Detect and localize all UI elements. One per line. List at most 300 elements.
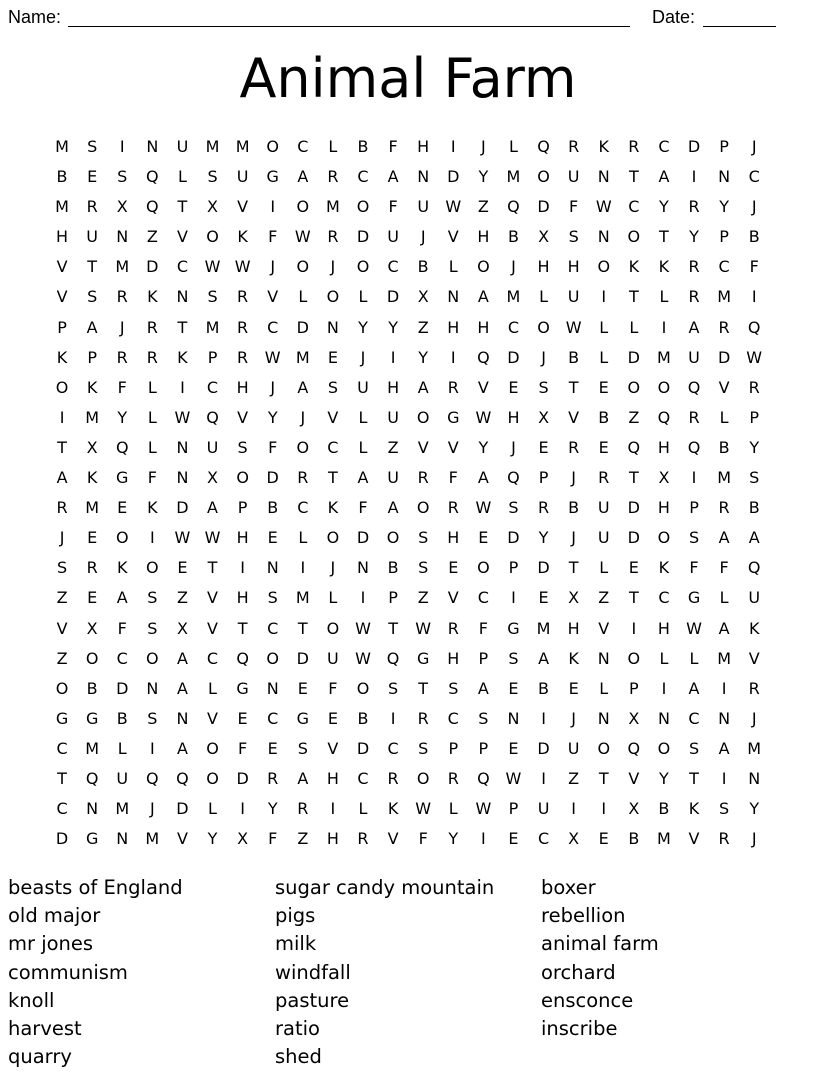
grid-letter: Y — [478, 167, 489, 187]
grid-letter: W — [686, 618, 702, 638]
grid-letter: M — [85, 738, 100, 758]
grid-letter: L — [147, 437, 157, 457]
grid-letter: S — [237, 437, 248, 457]
grid-letter: V — [568, 407, 580, 427]
grid-letter: Q — [507, 197, 520, 217]
grid-letter: S — [688, 528, 700, 548]
grid-letter: W — [565, 317, 582, 337]
grid-letter: Z — [417, 317, 429, 337]
grid-letter: H — [56, 227, 69, 247]
grid-letter: W — [505, 768, 522, 788]
grid-letter: O — [55, 377, 69, 397]
grid-letter: F — [268, 437, 278, 457]
worksheet-header — [8, 4, 808, 30]
grid-letter: J — [511, 257, 516, 277]
grid-letter: B — [507, 227, 519, 247]
grid-letter: O — [296, 257, 310, 277]
grid-letter: L — [719, 407, 729, 427]
grid-letter: E — [598, 437, 609, 457]
word-list-item: animal farm — [541, 932, 659, 956]
grid-letter: E — [87, 167, 98, 187]
grid-letter: S — [147, 618, 158, 638]
grid-letter: A — [176, 648, 188, 668]
word-list-column-3 — [541, 874, 659, 1043]
grid-letter: S — [297, 738, 308, 758]
grid-letter: L — [298, 528, 308, 548]
grid-letter: K — [177, 347, 188, 367]
grid-letter: E — [478, 528, 489, 548]
grid-letter: M — [115, 799, 130, 819]
grid-letter: I — [541, 768, 546, 788]
grid-letter: U — [387, 407, 399, 427]
grid-letter: I — [481, 829, 486, 849]
grid-letter: T — [328, 468, 338, 488]
grid-letter: D — [146, 257, 159, 277]
grid-letter: H — [236, 528, 249, 548]
grid-letter: C — [267, 317, 279, 337]
grid-letter: L — [448, 799, 458, 819]
grid-letter: R — [116, 347, 128, 367]
grid-letter: I — [601, 799, 607, 819]
grid-letter: N — [116, 829, 129, 849]
grid-letter: H — [567, 257, 580, 277]
grid-letter: F — [117, 377, 127, 397]
grid-letter: A — [297, 377, 309, 397]
grid-letter: D — [176, 498, 189, 518]
grid-letter: F — [388, 137, 398, 156]
grid-letter: L — [599, 347, 609, 367]
grid-letter: X — [628, 708, 640, 728]
grid-letter: C — [447, 708, 459, 728]
grid-letter: O — [356, 197, 370, 217]
grid-letter: H — [387, 377, 400, 397]
grid-letter: K — [237, 227, 248, 247]
grid-letter: Q — [507, 468, 520, 488]
grid-letter: J — [751, 708, 757, 728]
grid-letter: E — [568, 678, 579, 698]
grid-letter: F — [358, 498, 368, 518]
grid-letter: K — [658, 558, 670, 578]
grid-letter: B — [387, 558, 399, 578]
grid-letter: B — [56, 167, 68, 187]
grid-letter: R — [447, 498, 459, 518]
grid-letter: H — [326, 768, 339, 788]
grid-letter: H — [326, 829, 339, 849]
grid-letter: R — [417, 708, 429, 728]
grid-letter: I — [240, 558, 245, 578]
grid-letter: X — [86, 618, 98, 638]
grid-letter: D — [447, 167, 460, 187]
word-search-grid — [47, 132, 769, 854]
grid-letter: N — [86, 799, 99, 819]
grid-letter: R — [568, 137, 580, 156]
grid-letter: I — [330, 799, 336, 819]
grid-letter: W — [264, 347, 281, 367]
grid-letter: R — [357, 829, 369, 849]
word-list-item: harvest — [8, 1017, 82, 1041]
grid-letter: O — [627, 377, 641, 397]
grid-letter: C — [658, 137, 670, 156]
grid-letter: G — [55, 708, 69, 728]
grid-letter: A — [477, 468, 489, 488]
grid-letter: O — [416, 498, 430, 518]
grid-letter: S — [87, 287, 98, 307]
grid-letter: N — [597, 648, 610, 668]
grid-letter: W — [204, 257, 221, 277]
grid-letter: I — [450, 137, 456, 156]
grid-letter: Y — [749, 799, 760, 819]
grid-letter: R — [718, 829, 730, 849]
grid-letter: R — [598, 468, 610, 488]
grid-letter: B — [568, 347, 580, 367]
grid-letter: P — [508, 558, 519, 578]
grid-letter: Y — [358, 317, 368, 337]
grid-letter: V — [56, 257, 68, 277]
grid-letter: F — [268, 829, 278, 849]
grid-letter: O — [206, 227, 219, 247]
grid-letter: B — [598, 407, 610, 427]
grid-letter: Y — [207, 829, 218, 849]
grid-letter: N — [176, 468, 189, 488]
grid-letter: J — [360, 347, 366, 367]
word-list-item: windfall — [275, 960, 351, 984]
grid-letter: P — [719, 137, 729, 156]
grid-letter: J — [541, 347, 546, 367]
grid-letter: M — [657, 347, 671, 367]
grid-letter: A — [387, 498, 399, 518]
word-list-item: sugar candy mountain — [275, 876, 495, 899]
grid-letter: T — [628, 588, 639, 608]
grid-letter: J — [59, 528, 65, 548]
grid-letter: T — [568, 558, 579, 578]
grid-letter: U — [417, 197, 430, 217]
grid-letter: K — [598, 137, 609, 156]
grid-letter: N — [718, 167, 731, 187]
grid-letter: C — [327, 437, 339, 457]
grid-letter: D — [386, 287, 400, 307]
grid-letter: B — [417, 257, 429, 277]
grid-letter: S — [478, 708, 489, 728]
grid-letter: F — [749, 257, 759, 277]
grid-letter: M — [85, 407, 100, 427]
grid-letter: O — [326, 618, 340, 638]
grid-letter: V — [598, 618, 610, 638]
name-label: Name: — [8, 7, 62, 27]
grid-letter: B — [628, 829, 640, 849]
grid-letter: V — [237, 197, 249, 217]
grid-letter: T — [207, 558, 218, 578]
grid-letter: D — [687, 137, 701, 156]
grid-letter: W — [174, 407, 191, 427]
grid-letter: V — [628, 768, 640, 788]
grid-letter: R — [237, 287, 249, 307]
grid-letter: V — [207, 618, 218, 638]
grid-letter: P — [207, 347, 218, 367]
grid-letter: D — [537, 197, 550, 217]
grid-letter: W — [475, 498, 492, 518]
grid-letter: E — [628, 558, 639, 578]
grid-letter: D — [356, 227, 370, 247]
grid-letter: O — [296, 437, 310, 457]
grid-letter: G — [116, 468, 129, 488]
word-list-item: orchard — [541, 960, 616, 984]
grid-letter: X — [538, 227, 550, 247]
word-list-item: ratio — [275, 1017, 320, 1041]
grid-letter: X — [176, 618, 188, 638]
grid-letter: H — [447, 528, 460, 548]
grid-letter: T — [628, 468, 639, 488]
grid-letter: U — [567, 287, 580, 307]
grid-letter: P — [478, 648, 489, 668]
grid-letter: M — [717, 468, 732, 488]
grid-letter: R — [297, 468, 309, 488]
grid-letter: J — [300, 407, 306, 427]
grid-letter: D — [296, 648, 309, 668]
grid-letter: K — [327, 498, 339, 518]
grid-letter: K — [147, 498, 158, 518]
grid-letter: T — [568, 377, 579, 397]
grid-letter: L — [117, 738, 127, 758]
grid-letter: O — [386, 528, 400, 548]
word-list-item: boxer — [541, 876, 596, 899]
grid-letter: Y — [418, 347, 429, 367]
grid-letter: H — [447, 648, 460, 668]
grid-letter: R — [417, 468, 429, 488]
grid-letter: R — [116, 287, 128, 307]
grid-letter: Q — [206, 407, 219, 427]
grid-letter: N — [718, 708, 731, 728]
grid-letter: S — [508, 648, 519, 668]
grid-letter: Y — [478, 437, 489, 457]
grid-letter: P — [57, 317, 67, 337]
grid-letter: O — [55, 678, 69, 698]
grid-letter: I — [180, 377, 185, 397]
word-list-item: milk — [275, 932, 317, 956]
grid-letter: E — [508, 829, 519, 849]
grid-letter: I — [270, 197, 276, 217]
grid-letter: N — [266, 678, 279, 698]
grid-letter: L — [659, 648, 669, 668]
grid-letter: Q — [627, 437, 641, 457]
grid-letter: C — [297, 498, 309, 518]
grid-letter: N — [657, 708, 670, 728]
grid-letter: Q — [236, 648, 249, 668]
grid-letter: W — [415, 618, 432, 638]
grid-letter: V — [327, 738, 339, 758]
grid-letter: D — [627, 498, 640, 518]
grid-letter: Q — [477, 347, 490, 367]
grid-letter: C — [748, 167, 760, 187]
grid-letter: R — [237, 347, 249, 367]
grid-letter: M — [235, 137, 250, 156]
grid-letter: S — [568, 227, 579, 247]
grid-letter: T — [297, 618, 308, 638]
grid-letter: L — [599, 317, 609, 337]
grid-letter: C — [718, 257, 730, 277]
grid-letter: K — [86, 468, 98, 488]
grid-letter: L — [358, 407, 368, 427]
grid-letter: B — [267, 498, 279, 518]
grid-letter: H — [567, 618, 580, 638]
grid-letter: Y — [388, 317, 398, 337]
grid-letter: Q — [146, 197, 159, 217]
grid-letter: V — [267, 287, 279, 307]
grid-letter: V — [327, 407, 339, 427]
grid-letter: T — [87, 257, 98, 277]
grid-letter: D — [717, 347, 731, 367]
grid-letter: P — [689, 498, 699, 518]
grid-letter: I — [691, 468, 697, 488]
grid-letter: B — [748, 227, 760, 247]
grid-letter: D — [537, 738, 550, 758]
grid-letter: B — [116, 708, 128, 728]
grid-letter: M — [295, 347, 310, 367]
grid-letter: W — [204, 528, 221, 548]
grid-letter: T — [628, 287, 639, 307]
grid-letter: Z — [56, 588, 68, 608]
grid-letter: U — [597, 498, 610, 518]
grid-letter: R — [748, 678, 760, 698]
grid-letter: J — [751, 197, 757, 217]
grid-letter: D — [627, 528, 640, 548]
grid-letter: C — [688, 708, 700, 728]
grid-letter: L — [599, 678, 609, 698]
word-list-item: quarry — [8, 1045, 72, 1069]
grid-letter: R — [387, 768, 399, 788]
grid-letter: R — [537, 498, 550, 518]
grid-letter: I — [631, 618, 637, 638]
grid-letter: O — [597, 257, 611, 277]
grid-letter: L — [508, 137, 518, 156]
date-blank-line[interactable] — [703, 26, 776, 27]
grid-letter: K — [658, 257, 670, 277]
grid-letter: C — [56, 799, 68, 819]
grid-letter: L — [328, 588, 338, 608]
grid-letter: E — [297, 678, 308, 698]
word-list-item: old major — [8, 904, 101, 928]
grid-letter: B — [748, 498, 760, 518]
grid-letter: V — [447, 437, 459, 457]
grid-letter: Q — [747, 558, 761, 578]
grid-letter: U — [86, 227, 98, 247]
grid-letter: M — [55, 197, 69, 217]
grid-letter: T — [598, 768, 609, 788]
grid-letter: D — [116, 678, 129, 698]
grid-letter: N — [326, 317, 339, 337]
grid-letter: P — [749, 407, 760, 427]
word-list-item: knoll — [8, 988, 55, 1012]
grid-letter: H — [417, 137, 430, 156]
grid-letter: V — [56, 287, 68, 307]
grid-letter: M — [717, 648, 732, 668]
grid-letter: R — [748, 377, 760, 397]
grid-letter: R — [86, 558, 98, 578]
name-blank-line[interactable] — [68, 26, 630, 27]
grid-letter: R — [718, 498, 730, 518]
grid-letter: O — [477, 558, 490, 578]
grid-letter: F — [238, 738, 248, 758]
grid-letter: S — [418, 558, 429, 578]
grid-letter: L — [448, 257, 458, 277]
grid-letter: R — [628, 137, 640, 156]
grid-letter: M — [747, 738, 762, 758]
grid-letter: I — [691, 167, 697, 187]
grid-letter: V — [176, 829, 188, 849]
grid-letter: S — [418, 738, 429, 758]
date-label: Date: — [652, 7, 696, 27]
grid-letter: E — [87, 588, 98, 608]
grid-letter: A — [748, 528, 760, 548]
grid-letter: R — [688, 407, 700, 427]
grid-letter: L — [177, 167, 187, 187]
grid-letter: L — [659, 287, 669, 307]
grid-letter: E — [508, 738, 519, 758]
grid-letter: O — [657, 528, 671, 548]
grid-letter: S — [117, 167, 128, 187]
grid-letter: V — [447, 227, 459, 247]
grid-letter: G — [236, 678, 249, 698]
grid-letter: J — [571, 528, 576, 548]
grid-letter: W — [355, 618, 371, 638]
grid-letter: I — [450, 347, 456, 367]
grid-letter: L — [208, 799, 217, 819]
grid-letter: Y — [117, 407, 128, 427]
grid-letter: D — [507, 528, 520, 548]
grid-letter: S — [147, 588, 158, 608]
grid-letter: A — [718, 738, 730, 758]
word-list-column-2 — [275, 874, 494, 1071]
grid-letter: U — [748, 588, 761, 608]
grid-letter: O — [266, 137, 279, 156]
grid-letter: L — [358, 799, 368, 819]
grid-letter: O — [296, 197, 310, 217]
grid-letter: U — [597, 528, 610, 548]
grid-letter: E — [117, 498, 128, 518]
grid-letter: Y — [659, 197, 669, 217]
grid-letter: F — [117, 618, 127, 638]
grid-letter: G — [416, 648, 430, 668]
grid-letter: L — [358, 287, 368, 307]
word-list-column-1 — [8, 874, 183, 1071]
grid-letter: A — [688, 678, 700, 698]
grid-letter: O — [477, 257, 490, 277]
grid-letter: R — [688, 287, 700, 307]
grid-letter: Q — [115, 437, 129, 457]
grid-letter: D — [507, 347, 520, 367]
grid-letter: X — [417, 287, 429, 307]
grid-letter: S — [749, 468, 760, 488]
grid-letter: D — [296, 317, 309, 337]
grid-letter: R — [327, 167, 339, 187]
grid-letter: J — [511, 437, 516, 457]
grid-letter: T — [177, 317, 188, 337]
grid-letter: H — [507, 407, 520, 427]
grid-letter: S — [538, 377, 549, 397]
grid-letter: O — [597, 738, 611, 758]
grid-letter: C — [507, 317, 520, 337]
grid-letter: A — [297, 768, 309, 788]
grid-letter: K — [56, 347, 68, 367]
grid-letter: K — [688, 799, 700, 819]
grid-letter: V — [237, 407, 249, 427]
grid-letter: Q — [85, 768, 99, 788]
grid-letter: E — [538, 437, 549, 457]
grid-letter: T — [57, 768, 67, 788]
grid-letter: V — [207, 708, 218, 728]
grid-letter: U — [176, 137, 189, 156]
grid-letter: S — [327, 377, 338, 397]
grid-letter: D — [356, 528, 370, 548]
